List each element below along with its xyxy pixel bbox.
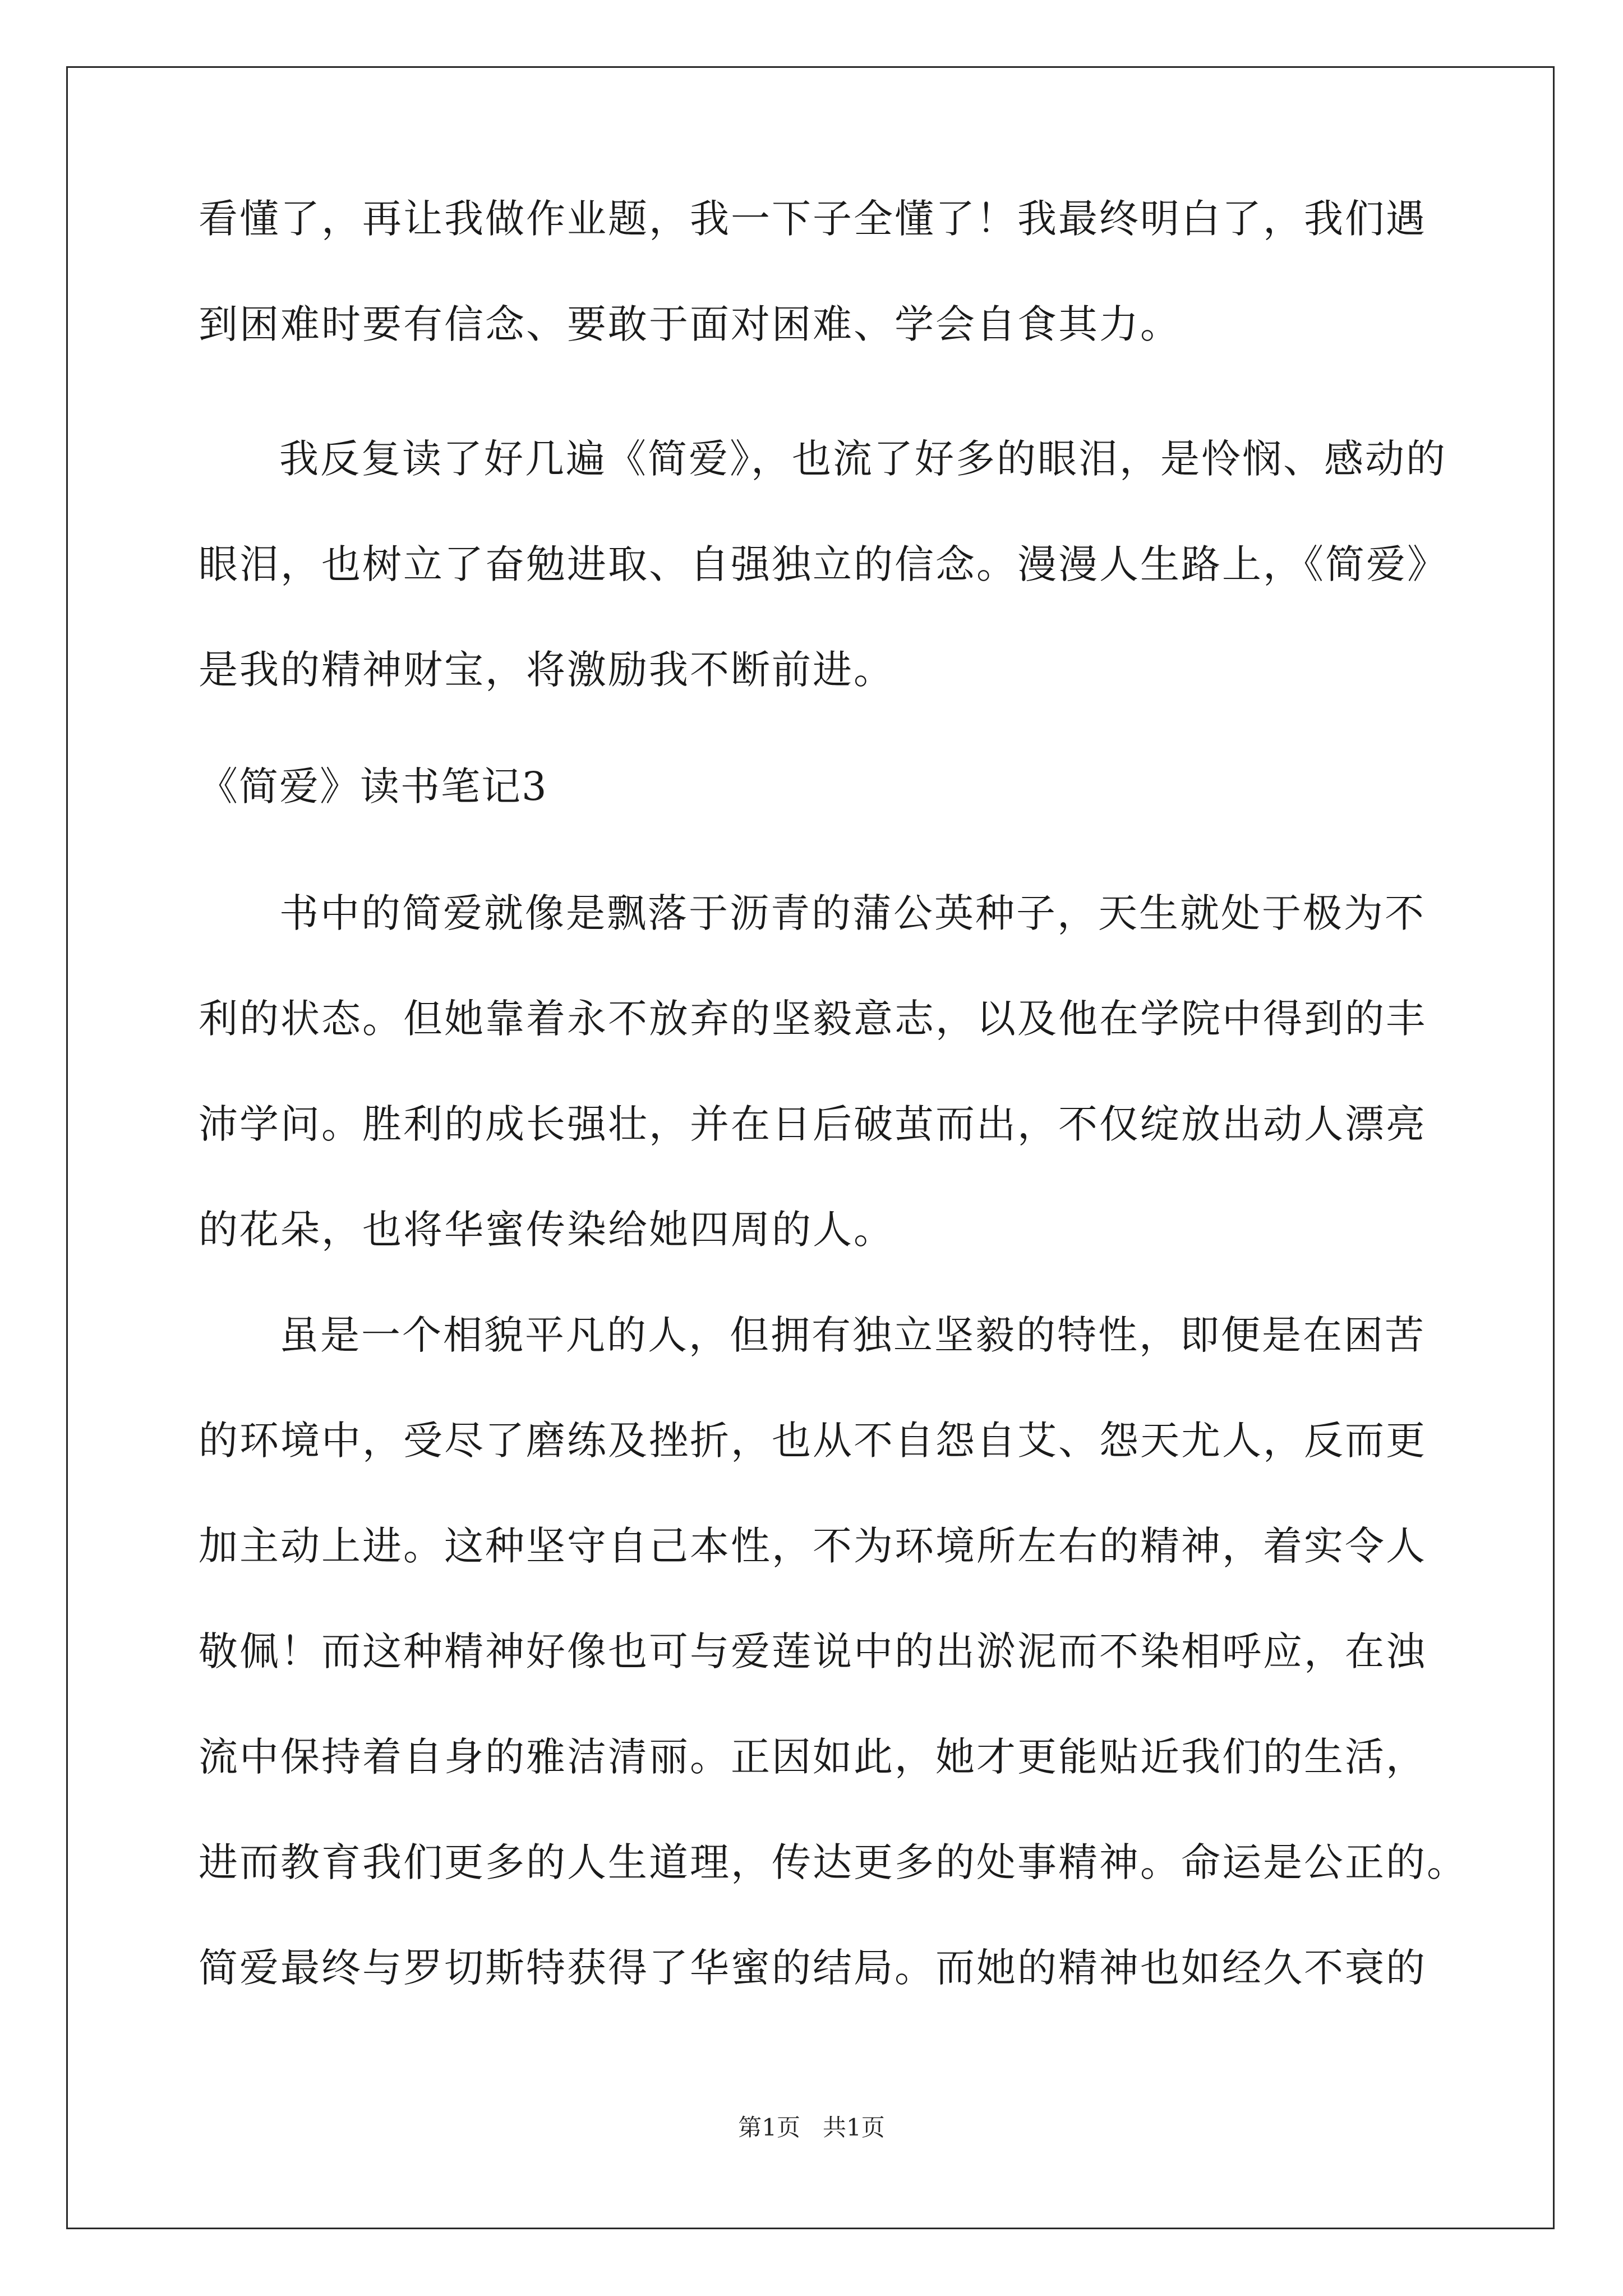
text-line: 加主动上进。这种坚守自己本性，不为环境所左右的精神，着实令人	[199, 1523, 1427, 1569]
text-line: 利的状态。但她靠着永不放弃的坚毅意志，以及他在学院中得到的丰	[199, 996, 1427, 1042]
paragraph-start-line: 虽是一个相貌平凡的人，但拥有独立坚毅的特性，即便是在困苦	[279, 1312, 1426, 1358]
paragraph-start-line: 书中的简爱就像是飘落于沥青的蒲公英种子，天生就处于极为不	[279, 890, 1426, 936]
text-line: 敬佩！而这种精神好像也可与爱莲说中的出淤泥而不染相呼应，在浊	[199, 1628, 1427, 1674]
section-heading: 《简爱》读书笔记3	[199, 763, 548, 809]
text-line: 到困难时要有信念、要敢于面对困难、学会自食其力。	[199, 301, 1181, 347]
text-line: 看懂了，再让我做作业题，我一下子全懂了！我最终明白了，我们遇	[199, 196, 1427, 242]
text-line: 眼泪，也树立了奋勉进取、自强独立的信念。漫漫人生路上，《简爱》	[199, 541, 1448, 587]
page-footer: 第1页 共1页	[738, 2114, 885, 2141]
text-line: 沛学问。胜利的成长强壮，并在日后破茧而出，不仅绽放出动人漂亮	[199, 1101, 1427, 1147]
text-line: 进而教育我们更多的人生道理，传达更多的处事精神。命运是公正的。	[199, 1839, 1468, 1885]
page-border	[66, 66, 1555, 2229]
text-line: 的环境中，受尽了磨练及挫折，也从不自怨自艾、怨天尤人，反而更	[199, 1418, 1427, 1464]
text-line: 流中保持着自身的雅洁清丽。正因如此，她才更能贴近我们的生活，	[199, 1734, 1427, 1780]
text-line: 的花朵，也将华蜜传染给她四周的人。	[199, 1207, 895, 1253]
text-line: 是我的精神财宝，将激励我不断前进。	[199, 647, 895, 693]
paragraph-start-line: 我反复读了好几遍《简爱》，也流了好多的眼泪，是怜悯、感动的	[279, 436, 1447, 482]
text-line: 简爱最终与罗切斯特获得了华蜜的结局。而她的精神也如经久不衰的	[199, 1945, 1427, 1991]
